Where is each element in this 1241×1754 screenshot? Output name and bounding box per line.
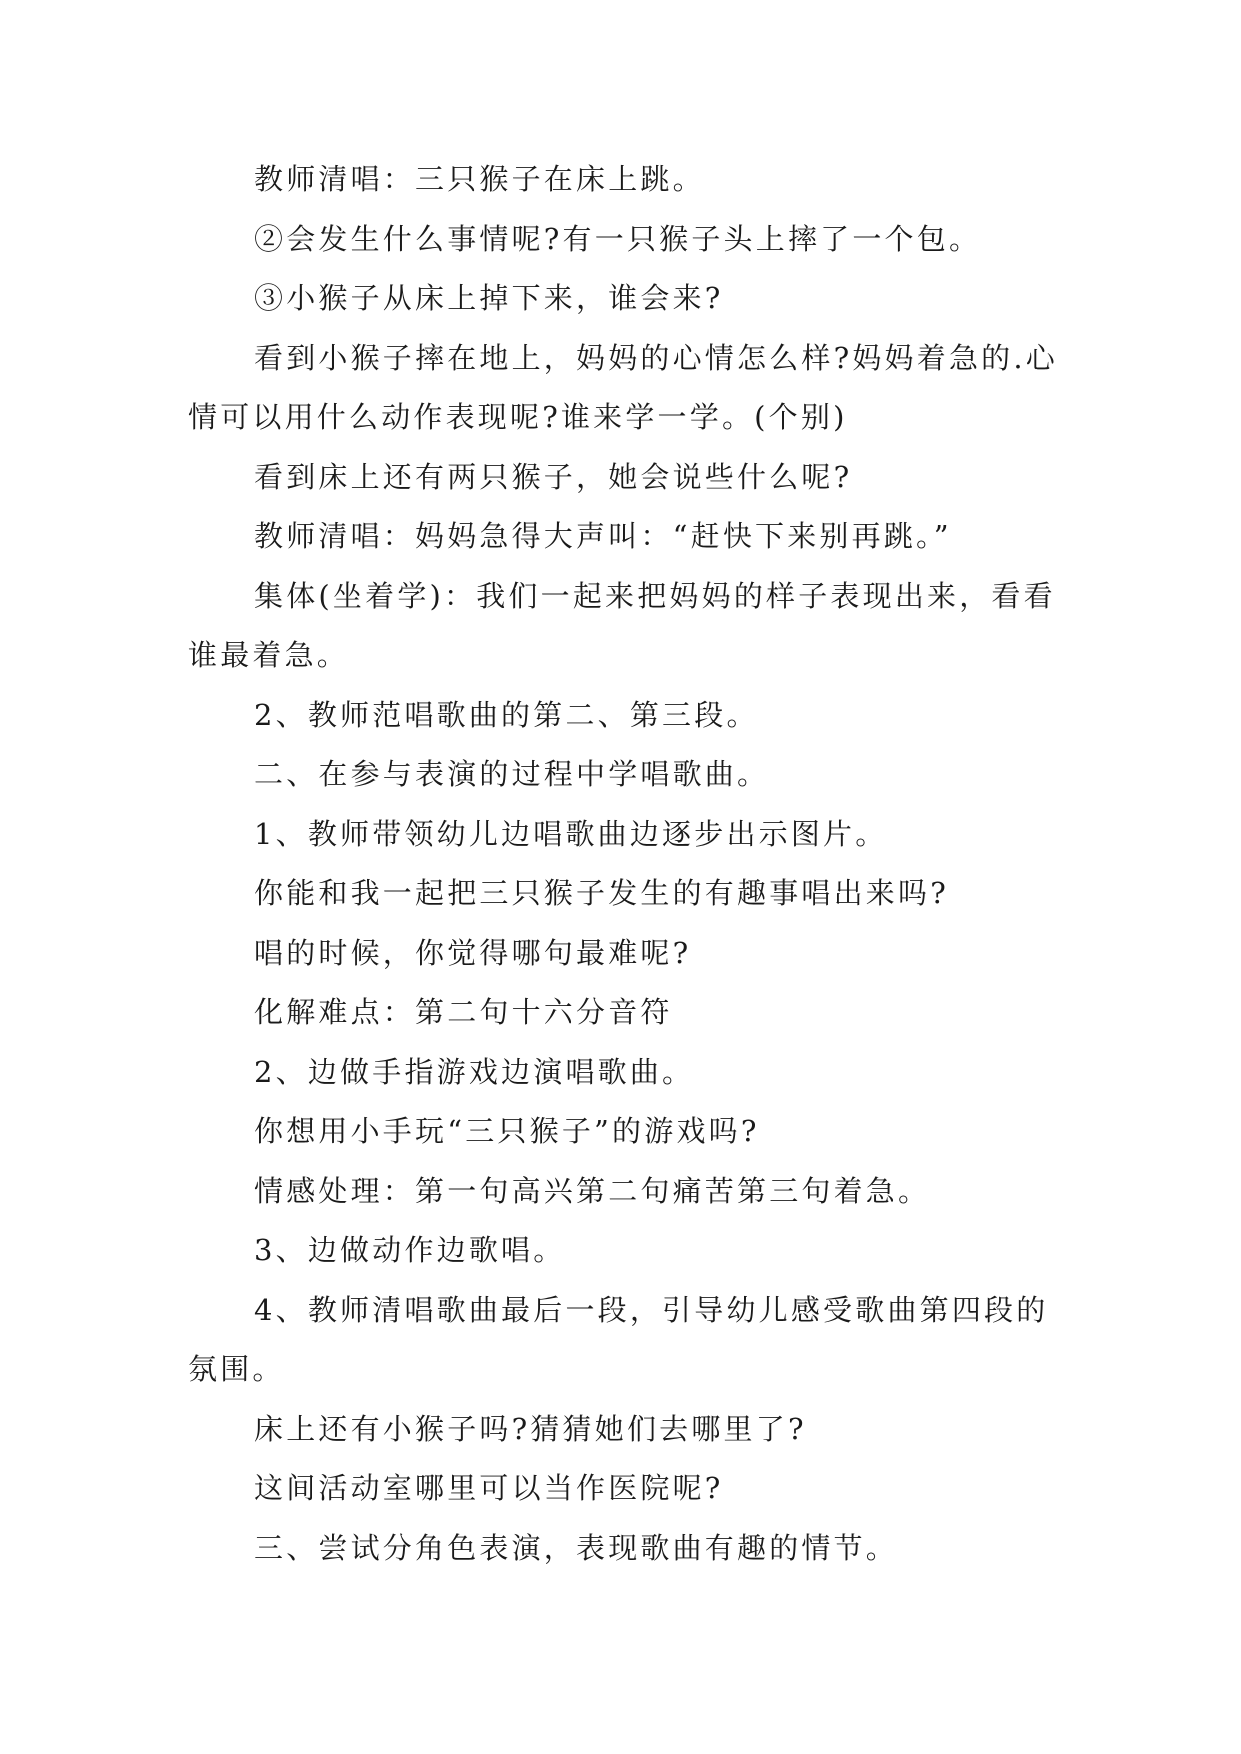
paragraph-12: 唱的时候，你觉得哪句最难呢?: [254, 935, 692, 970]
paragraph-1: 教师清唱：三只猴子在床上跳。: [254, 162, 705, 196]
paragraph-13: 化解难点：第二句十六分音符: [254, 995, 673, 1029]
paragraph-16: 情感处理：第一句高兴第二句痛苦第三句着急。: [254, 1173, 931, 1208]
paragraph-7: 集体(坐着学)：我们一起来把妈妈的样子表现出来，看看谁最着急。: [188, 578, 1056, 672]
paragraph-2: ②会发生什么事情呢?有一只猴子头上摔了一个包。: [254, 221, 982, 256]
paragraph-17: 3、边做动作边歌唱。: [254, 1233, 566, 1267]
paragraph-19: 床上还有小猴子吗?猜猜她们去哪里了?: [254, 1411, 807, 1446]
paragraph-20: 这间活动室哪里可以当作医院呢?: [254, 1471, 724, 1505]
document-body: [188, 150, 1058, 1578]
paragraph-15: 你想用小手玩“三只猴子”的游戏吗?: [254, 1114, 760, 1148]
paragraph-14: 2、边做手指游戏边演唱歌曲。: [254, 1054, 695, 1089]
paragraph-4: 看到小猴子摔在地上，妈妈的心情怎么样?妈妈着急的.心情可以用什么动作表现呢?谁来学一学。(个别): [188, 340, 1058, 434]
paragraph-5: 看到床上还有两只猴子，她会说些什么呢?: [254, 459, 853, 494]
paragraph-21: 三、尝试分角色表演，表现歌曲有趣的情节。: [254, 1530, 899, 1565]
paragraph-11: 你能和我一起把三只猴子发生的有趣事唱出来吗?: [254, 876, 949, 910]
paragraph-6: 教师清唱：妈妈急得大声叫：“赶快下来别再跳。”: [254, 519, 952, 553]
paragraph-9: 二、在参与表演的过程中学唱歌曲。: [254, 757, 770, 791]
paragraph-10: 1、教师带领幼儿边唱歌曲边逐步出示图片。: [254, 816, 888, 851]
paragraph-3: ③小猴子从床上掉下来，谁会来?: [254, 281, 724, 315]
paragraph-18: 4、教师清唱歌曲最后一段，引导幼儿感受歌曲第四段的氛围。: [188, 1292, 1049, 1386]
paragraph-8: 2、教师范唱歌曲的第二、第三段。: [254, 697, 759, 732]
